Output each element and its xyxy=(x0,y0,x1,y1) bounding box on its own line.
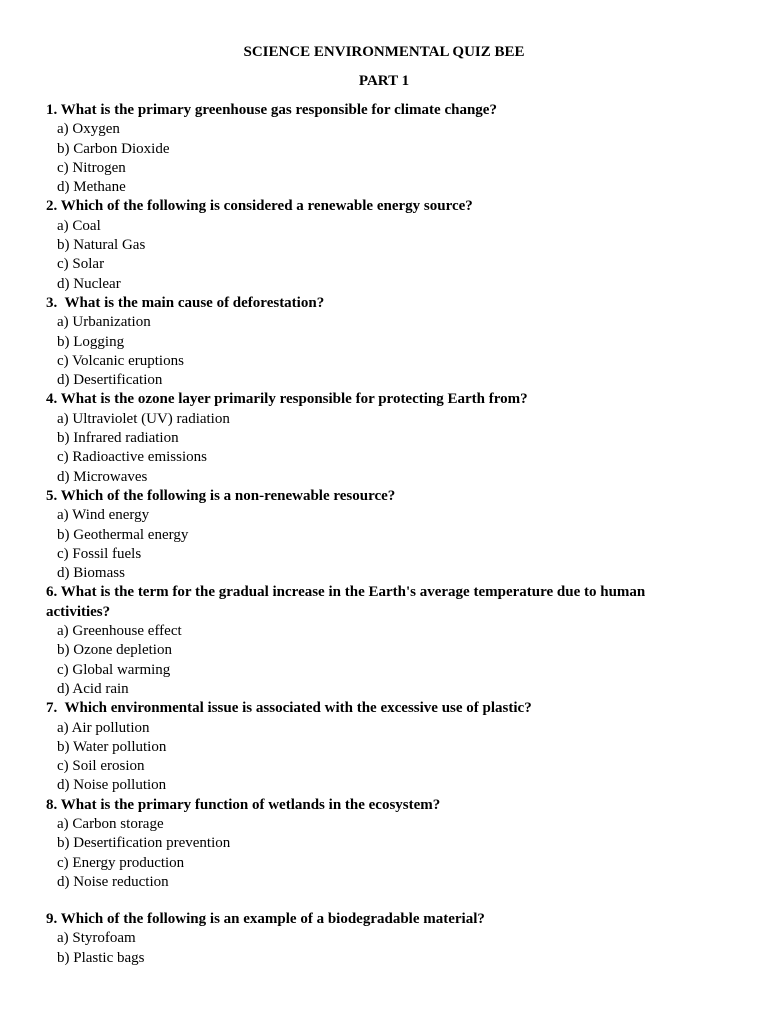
question-text: 1. What is the primary greenhouse gas responsible for climate change? xyxy=(46,102,497,118)
question-block xyxy=(46,583,686,699)
answer-option: d) Noise pollution xyxy=(57,777,167,794)
question-block xyxy=(46,699,686,795)
answer-option: b) Ozone depletion xyxy=(57,642,172,659)
answer-option: a) Oxygen xyxy=(57,121,120,138)
answer-option: a) Styrofoam xyxy=(57,930,136,947)
question-block xyxy=(46,487,686,583)
answer-option: b) Natural Gas xyxy=(57,237,146,254)
question-text: 6. What is the term for the gradual increase in the Earth's average temperature due to human activities? xyxy=(46,584,649,620)
question-text: 2. Which of the following is considered a renewable energy source? xyxy=(46,198,473,215)
question-block xyxy=(46,910,686,968)
question-list xyxy=(46,101,686,968)
answer-option: d) Acid rain xyxy=(57,680,129,697)
question-block xyxy=(46,294,686,390)
answer-option: c) Soil erosion xyxy=(57,758,145,775)
answer-option: a) Ultraviolet (UV) radiation xyxy=(57,410,230,427)
question-block xyxy=(46,390,686,486)
answer-option: b) Geothermal energy xyxy=(57,526,189,543)
answer-option: b) Carbon Dioxide xyxy=(57,140,170,157)
question-text: 8. What is the primary function of wetlands in the ecosystem? xyxy=(46,796,441,813)
answer-option: c) Fossil fuels xyxy=(57,545,142,562)
question-block xyxy=(46,101,686,197)
answer-option: d) Microwaves xyxy=(57,468,148,485)
answer-option: a) Wind energy xyxy=(57,507,150,524)
document-title: SCIENCE ENVIRONMENTAL QUIZ BEE xyxy=(243,44,525,60)
question-block xyxy=(46,796,686,892)
blank-line xyxy=(46,892,686,910)
answer-option: b) Infrared radiation xyxy=(57,430,179,447)
question-block xyxy=(46,197,686,293)
answer-option: a) Carbon storage xyxy=(57,815,164,832)
question-text: 5. Which of the following is a non-renewable resource? xyxy=(46,487,396,504)
question-text: 4. What is the ozone layer primarily responsible for protecting Earth from? xyxy=(46,391,528,408)
answer-option: c) Radioactive emissions xyxy=(57,449,207,466)
answer-option: d) Desertification xyxy=(57,372,163,389)
answer-option: d) Methane xyxy=(57,179,126,196)
answer-option: c) Energy production xyxy=(57,854,185,871)
answer-option: a) Coal xyxy=(57,217,101,234)
answer-option: b) Desertification prevention xyxy=(57,835,231,852)
answer-option: c) Nitrogen xyxy=(57,159,126,176)
answer-option: c) Solar xyxy=(57,256,105,273)
answer-option: a) Greenhouse effect xyxy=(57,623,182,640)
answer-option: a) Urbanization xyxy=(57,314,151,331)
answer-option: a) Air pollution xyxy=(57,719,150,736)
answer-option: c) Volcanic eruptions xyxy=(57,352,184,369)
question-text: 3. What is the main cause of deforestation? xyxy=(46,294,325,311)
answer-option: b) Logging xyxy=(57,333,125,350)
answer-option: d) Nuclear xyxy=(57,275,121,292)
question-text: 9. Which of the following is an example of a biodegradable material? xyxy=(46,911,485,928)
part-heading: PART 1 xyxy=(358,73,410,89)
answer-option: b) Water pollution xyxy=(57,738,167,755)
answer-option: c) Global warming xyxy=(57,661,171,678)
answer-option: d) Biomass xyxy=(57,565,125,582)
answer-option: b) Plastic bags xyxy=(57,949,145,966)
question-text: 7. Which environmental issue is associated with the excessive use of plastic? xyxy=(46,700,532,717)
answer-option: d) Noise reduction xyxy=(57,873,169,890)
